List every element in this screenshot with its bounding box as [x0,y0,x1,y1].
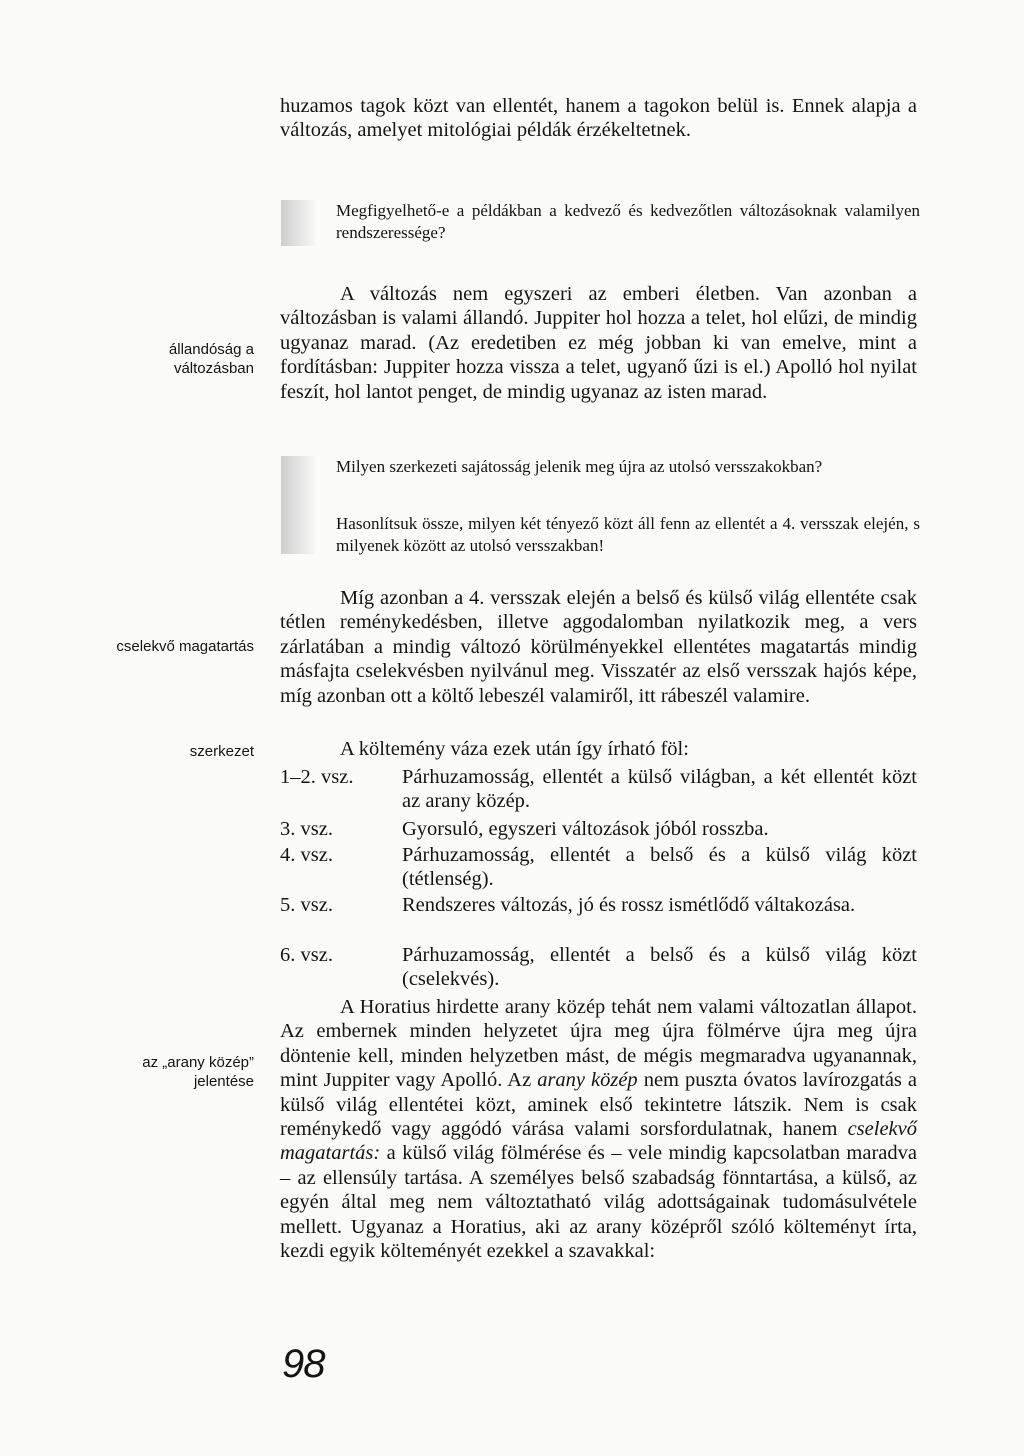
margin-note-cselekvo: cselekvő magatartás [116,638,254,655]
margin-note-arany-kozep: az „arany közép” jelentése [142,1054,254,1090]
outline-label: 6. vsz. [280,944,333,966]
page-number: 98 [282,1342,325,1386]
margin-note-allandosag: állandóság a változásban [168,341,254,377]
paragraph-text: huzamos tagok közt van ellentét, hanem a tagokon belül is. Ennek alapja a változás, amelyet mitológiai példák érzékeltetnek. [280,95,917,142]
question-marker-icon [281,456,315,554]
paragraph-text [280,995,917,1263]
question-text: Megfigyelhető-e a példákban a kedvező és kedvezőtlen változásoknak valamilyen rendszeressége? [336,201,920,242]
question-text: Hasonlítsuk össze, milyen két tényező közt áll fenn az ellentét a 4. versszak elején, s milyenek között az utolsó versszakban! [336,514,920,555]
outline-label: 4. vsz. [280,844,333,866]
paragraph-vaz [280,737,917,761]
outline-text: Párhuzamosság, ellentét a belső és a külső világ közt (tétlenség). [402,844,917,891]
paragraph-text-part: A Horatius hirdette arany közép tehát nem valami változatlan állapot. Az embernek minden helyzetet újra meg újra fölmérve újra meg újra döntenie kell, minden helyzetben mást, de mégis megmaradva ugyanannak, mint Juppiter vagy Apolló. Az [280,996,917,1092]
paragraph-versszak [280,586,917,708]
outline-text: Rendszeres változás, jó és rossz ismétlődő váltakozása. [402,894,856,916]
outline-text: Gyorsuló, egyszeri változások jóból rosszba. [402,818,769,840]
emphasis-arany-kozep: arany közép [537,1069,638,1092]
outline-text: Párhuzamosság, ellentét a külső világban, a két ellentét közt az arany közép. [402,766,917,813]
question-text: Milyen szerkezeti sajátosság jelenik meg újra az utolsó versszakokban? [336,457,823,476]
paragraph-horatius [280,995,917,1263]
paragraph-text-part: nem puszta óvatos lavírozgatás a külső világ ellentétei közt, aminek első tekintetre látszik. Nem is csak reménykedő vagy aggódó várása valami sorsfordulatnak, hanem [280,1069,917,1141]
outline-text: Párhuzamosság, ellentét a belső és a külső világ közt (cselekvés). [402,944,917,991]
paragraph-text: A változás nem egyszeri az emberi életben. Van azonban a változásban is valami állandó. Juppiter hol hozza a telet, hol elűzi, de mindig ugyanaz marad. (Az eredetiben ez még jobban ki van emelve, mint a fordításban: Juppiter hozza vissza a telet, ugyanő űzi is el.) Apolló hol nyilat feszít, hol lantot penget, de mindig ugyanaz az isten marad. [280,283,917,403]
paragraph-text-part: a külső világ fölmérése és – vele mindig kapcsolatban maradva – az ellensúly tartása. A személyes belső szabadság fönntartása, a külső, az egyén által meg nem változtatható világ adottságainak tudomásulvétele mellett. Ugyanaz a Horatius, aki az arany középről szóló költeményt írta, kezdi egyik költeményét ezekkel a szavakkal: [280,1142,917,1263]
outline-label: 1–2. vsz. [280,766,354,788]
outline-label: 3. vsz. [280,818,333,840]
outline-label: 5. vsz. [280,894,333,916]
paragraph-valtozas [280,282,917,404]
paragraph-text: Míg azonban a 4. versszak elején a belső és külső világ ellentéte csak tétlen reménykedésben, illetve aggodalomban nyilatkozik meg, a vers zárlatában a mindig változó körülményekkel ellentétes magatartás mindig másfajta cselekvésben nyilvánul meg. Visszatér az első versszak hajós képe, míg azonban ott a költő lebeszél valamiről, itt rábeszél valamire. [280,587,917,707]
question-marker-icon [281,200,315,246]
paragraph-text: A költemény váza ezek után így írható föl: [340,738,689,760]
emphasis-cselekvo-magatartas: cselekvő magatartás: [280,1118,917,1165]
margin-note-szerkezet: szerkezet [189,743,254,760]
paragraph-intro [280,94,917,143]
